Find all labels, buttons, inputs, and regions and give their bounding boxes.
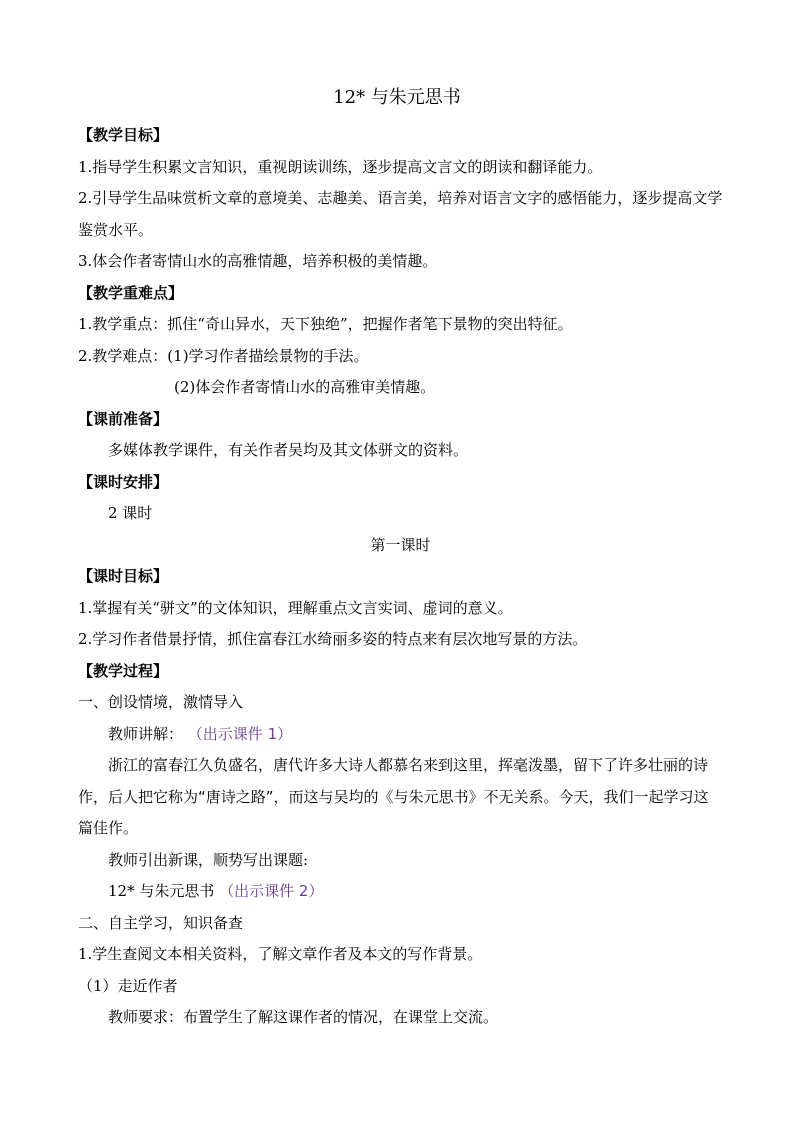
courseware-note-1: （出示课件 1） [187, 724, 293, 743]
process-part-1-title: 一、创设情境，激情导入 [78, 693, 244, 711]
intro-paragraph: 浙江的富春江久负盛名，唐代许多大诗人都慕名来到这里，挥毫泼墨，留下了许多壮丽的诗作，后人把它称为“唐诗之路”，而这与吴均的《与朱元思书》不无关系。今天，我们一起学习这篇佳作。 [78, 756, 709, 837]
heading-preparation: 【课前准备】 [78, 409, 169, 428]
difficulty-item-2: (2)体会作者寄情山水的高雅审美情趣。 [174, 378, 436, 396]
goal-item-3: 3.体会作者寄情山水的高雅情趣，培养积极的美情趣。 [78, 252, 438, 270]
heading-teaching-goals: 【教学目标】 [78, 126, 169, 144]
process-step-1: 1.学生查阅文本相关资料，了解文章作者及本文的写作背景。 [78, 945, 483, 963]
heading-schedule: 【课时安排】 [78, 472, 169, 491]
lesson-title: 12* 与朱元思书 [108, 882, 215, 900]
goal-item-2: 2.引导学生品味赏析文章的意境美、志趣美、语言美，培养对语言文字的感悟能力，逐步提高文学鉴赏水平。 [78, 189, 723, 239]
teacher-lecture-line [78, 719, 723, 751]
heading-key-points: 【教学重难点】 [78, 283, 184, 302]
goal-item-1: 1.指导学生积累文言知识，重视朗读训练，逐步提高文言文的朗读和翻译能力。 [78, 157, 603, 176]
heading-period-goals: 【课时目标】 [78, 567, 169, 585]
document-body [78, 120, 723, 1034]
key-point-item: 1.教学重点：抓住“奇山异水，天下独绝”，把握作者笔下景物的突出特征。 [78, 315, 573, 333]
preparation-text: 多媒体教学课件，有关作者吴均及其文体骈文的资料。 [108, 441, 469, 459]
heading-process: 【教学过程】 [78, 661, 169, 680]
teacher-request-text: 教师要求：布置学生了解这课作者的情况，在课堂上交流。 [108, 1008, 499, 1026]
difficulty-item: 2.教学难点：(1)学习作者描绘景物的手法。 [78, 346, 369, 365]
document-title: 12* 与朱元思书 [333, 87, 461, 108]
period-goal-item-1: 1.掌握有关“骈文”的文体知识，理解重点文言实词、虚词的意义。 [78, 598, 513, 617]
process-step-1a: （1）走近作者 [78, 976, 178, 995]
period-title: 第一课时 [370, 535, 431, 554]
period-goal-item-2: 2.学习作者借景抒情，抓住富春江水绮丽多姿的特点来有层次地写景的方法。 [78, 630, 588, 648]
lead-in-text: 教师引出新课，顺势写出课题: [108, 850, 309, 869]
schedule-text: 2 课时 [108, 504, 153, 522]
lesson-title-line [78, 876, 723, 908]
teacher-lecture-label: 教师讲解： [108, 724, 184, 743]
courseware-note-2: （出示课件 2） [219, 882, 324, 900]
process-part-2-title: 二、自主学习，知识备查 [78, 913, 244, 932]
